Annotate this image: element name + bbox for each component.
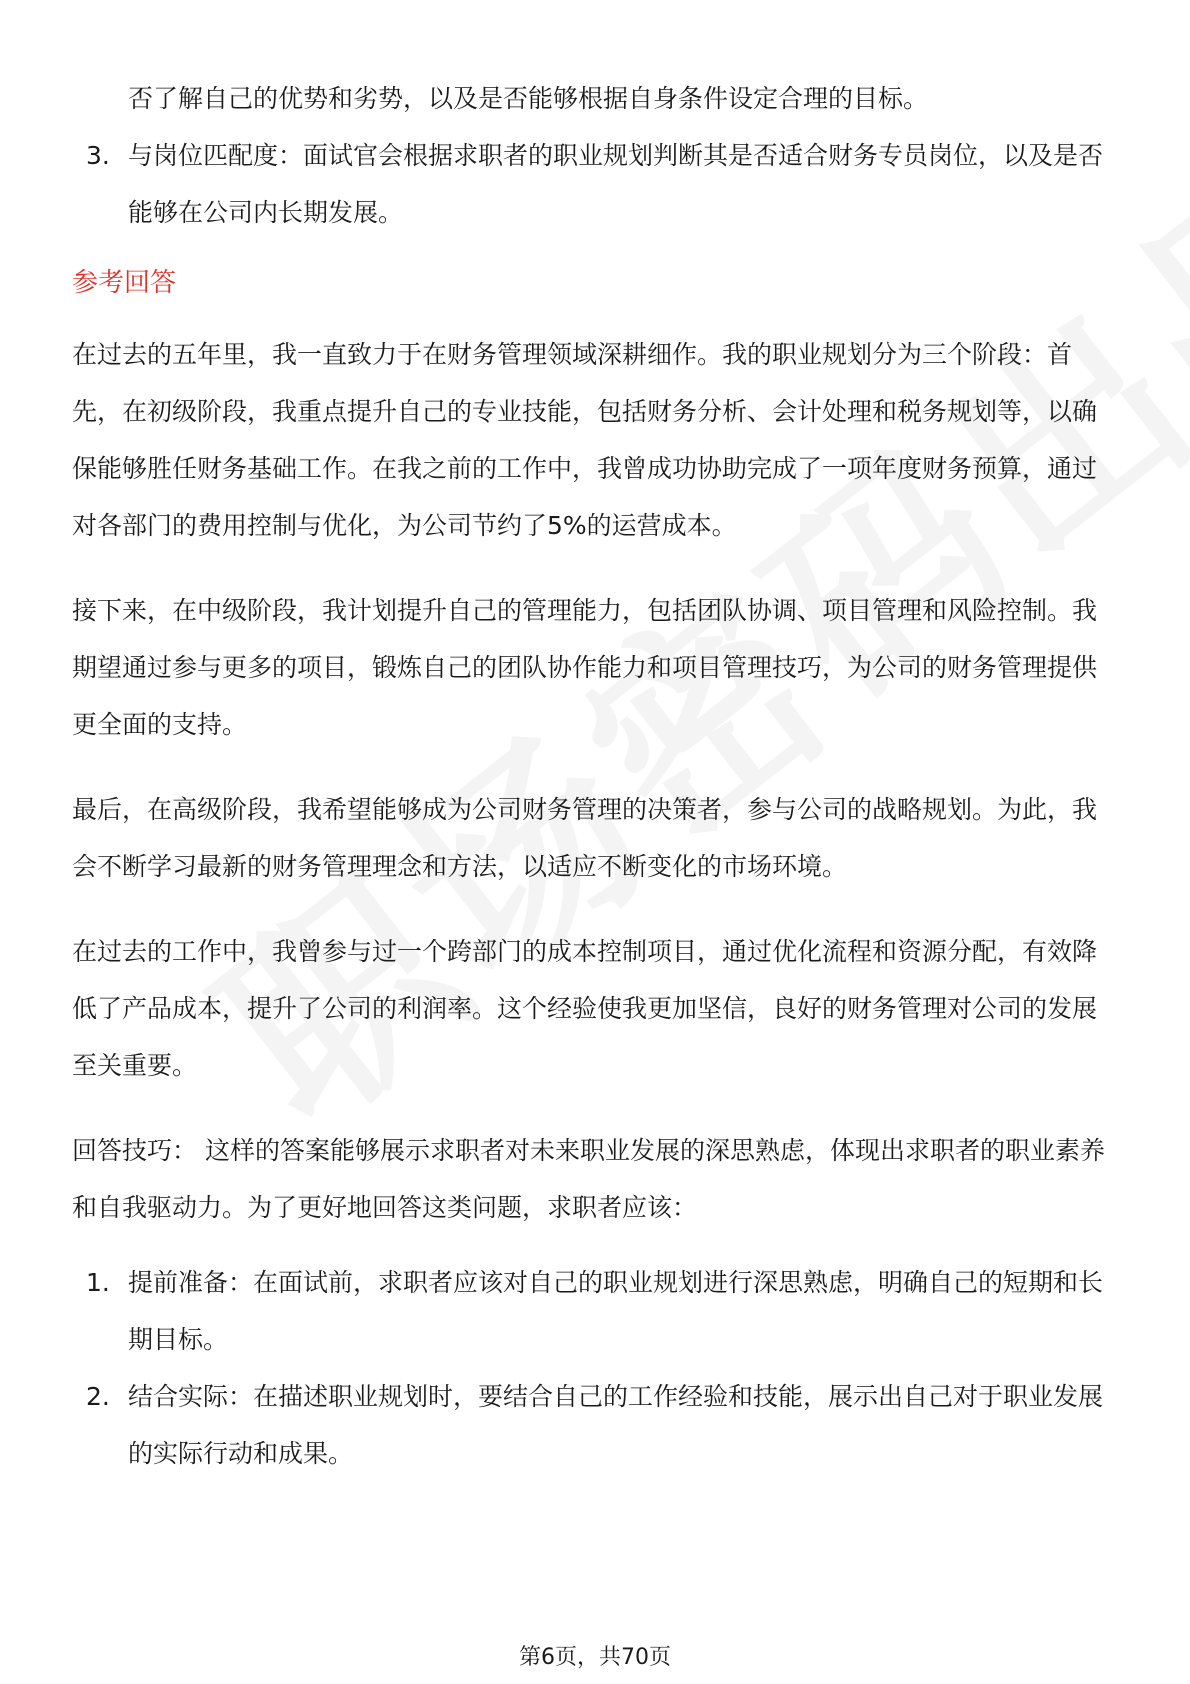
- answer-paragraph: 在过去的工作中，我曾参与过一个跨部门的成本控制项目，通过优化流程和资源分配，有效降低了产品成本，提升了公司的利润率。这个经验使我更加坚信，良好的财务管理对公司的发展至关重要。: [72, 937, 1098, 1080]
- tips-paragraph: 回答技巧： 这样的答案能够展示求职者对未来职业发展的深思熟虑，体现出求职者的职业素养和自我驱动力。为了更好地回答这类问题，求职者应该：: [72, 1136, 1105, 1222]
- list-number: 3.: [86, 141, 110, 170]
- page-footer: 第6页，共70页: [519, 1645, 671, 1670]
- list-item-text: 提前准备：在面试前，求职者应该对自己的职业规划进行深思熟虑，明确自己的短期和长期目标。: [128, 1268, 1104, 1354]
- list-number: 1.: [86, 1268, 110, 1297]
- answer-paragraph: 接下来，在中级阶段，我计划提升自己的管理能力，包括团队协调、项目管理和风险控制。我期望通过参与更多的项目，锻炼自己的团队协作能力和项目管理技巧，为公司的财务管理提供更全面的支持。: [72, 596, 1098, 739]
- section-heading: 参考回答: [72, 268, 177, 298]
- page-content: [72, 70, 1118, 1482]
- criteria-continuation-text: 否了解自己的优势和劣势，以及是否能够根据自身条件设定合理的目标。: [128, 84, 929, 113]
- criteria-item: [72, 127, 1118, 241]
- criteria-continuation: [72, 70, 1118, 127]
- tip-item: [72, 1368, 1118, 1482]
- tip-item: [72, 1254, 1118, 1368]
- answer-paragraph: 最后，在高级阶段，我希望能够成为公司财务管理的决策者，参与公司的战略规划。为此，我会不断学习最新的财务管理理念和方法，以适应不断变化的市场环境。: [72, 795, 1098, 881]
- answer-paragraph: 在过去的五年里，我一直致力于在财务管理领域深耕细作。我的职业规划分为三个阶段：首先，在初级阶段，我重点提升自己的专业技能，包括财务分析、会计处理和税务规划等，以确保能够胜任财务基础工作。在我之前的工作中，我曾成功协助完成了一项年度财务预算，通过对各部门的费用控制与优化，为公司节约了5%的运营成本。: [72, 340, 1098, 540]
- list-item-text: 与岗位匹配度：面试官会根据求职者的职业规划判断其是否适合财务专员岗位，以及是否能够在公司内长期发展。: [128, 141, 1104, 227]
- list-item-text: 结合实际：在描述职业规划时，要结合自己的工作经验和技能，展示出自己对于职业发展的实际行动和成果。: [128, 1382, 1104, 1468]
- list-number: 2.: [86, 1382, 110, 1411]
